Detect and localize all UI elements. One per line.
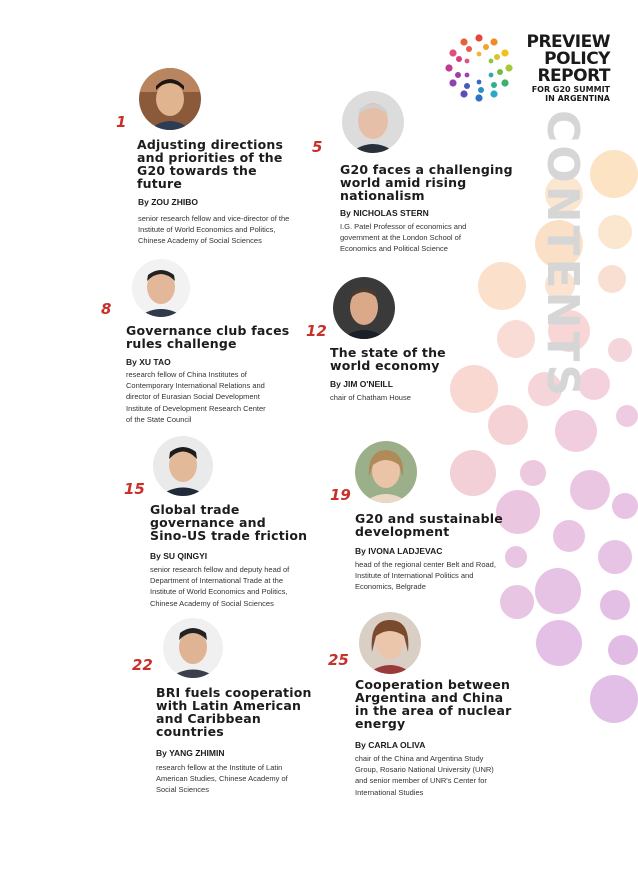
- page-number: 12: [306, 322, 327, 340]
- article-title[interactable]: [156, 686, 312, 738]
- page-number: 1: [116, 113, 127, 131]
- article-title[interactable]: [355, 678, 511, 730]
- article-title[interactable]: [340, 163, 513, 202]
- article-title[interactable]: [126, 324, 289, 350]
- desc-line: chair of the China and Argentina Study: [355, 754, 484, 763]
- title-line: in the area of nuclear: [355, 703, 512, 718]
- article-author: By ZOU ZHIBO: [138, 197, 198, 207]
- title-line: Sino-US trade friction: [150, 528, 308, 543]
- article-author: By JIM O'NEILL: [330, 379, 393, 389]
- desc-line: director of Eurasian Social Development: [126, 392, 260, 402]
- title-line: governance and: [150, 515, 266, 530]
- desc-line: Contemporary International Relations and: [126, 381, 265, 391]
- title-line: Argentina and China: [355, 690, 504, 705]
- page-number: 25: [328, 651, 349, 669]
- report-title: [510, 34, 610, 103]
- report-title-report: REPORT: [537, 66, 610, 86]
- title-line: energy: [355, 716, 406, 731]
- title-line: BRI fuels cooperation: [156, 685, 312, 700]
- desc-line: senior research fellow and vice-director of the: [138, 214, 290, 223]
- title-line: Adjusting directions: [137, 137, 284, 152]
- author-description: [355, 559, 496, 593]
- article-title[interactable]: [355, 512, 503, 538]
- desc-line: Institute of World Economics and Politics,: [138, 225, 276, 235]
- page-number: 5: [312, 138, 323, 156]
- title-line: nationalism: [340, 188, 425, 203]
- title-line: and priorities of the: [137, 150, 283, 165]
- author-photo-su-qingyi: [153, 436, 213, 496]
- article-title[interactable]: [330, 346, 446, 372]
- title-line: future: [137, 176, 183, 191]
- title-line: and Caribbean: [156, 711, 261, 726]
- report-title-preview: PREVIEW: [526, 32, 610, 52]
- title-line: Cooperation between: [355, 677, 511, 692]
- title-line: development: [355, 524, 450, 539]
- title-line: G20 towards the: [137, 163, 257, 178]
- author-photo-zou-zhibo: [139, 68, 201, 130]
- article-author: By IVONA LADJEVAC: [355, 546, 443, 556]
- page-number: 22: [132, 656, 153, 674]
- desc-line: Institute of International Politics and: [355, 571, 474, 581]
- author-description: [156, 762, 288, 796]
- desc-line: Social Sciences: [156, 785, 209, 795]
- author-description: [330, 392, 411, 403]
- article-author: By NICHOLAS STERN: [340, 208, 429, 218]
- title-line: G20 and sustainable: [355, 511, 503, 526]
- author-description: [340, 221, 466, 255]
- article-author: By SU QINGYI: [150, 551, 208, 561]
- desc-line: head of the regional center Belt and Road,: [355, 560, 496, 569]
- desc-line: American Studies, Chinese Academy of: [156, 774, 288, 784]
- desc-line: Economics, Belgrade: [355, 582, 426, 592]
- title-line: The state of the: [330, 345, 446, 360]
- author-photo-carla-oliva: [359, 612, 421, 674]
- desc-line: chair of Chatham House: [330, 393, 411, 402]
- author-photo-nicholas-stern: [342, 91, 404, 153]
- desc-line: research fellow at the Institute of Latin: [156, 763, 283, 772]
- title-line: with Latin American: [156, 698, 302, 713]
- report-subtitle-line2: IN ARGENTINA: [545, 94, 610, 103]
- desc-line: of the State Council: [126, 414, 192, 424]
- author-description: [138, 213, 289, 247]
- desc-line: research fellow of China Institutes of: [126, 370, 247, 379]
- contents-heading: CONTENTS: [537, 110, 588, 400]
- desc-line: Group, Rosario National University (UNR): [355, 765, 494, 775]
- author-description: [355, 753, 494, 798]
- g20-logo-icon: [443, 32, 515, 104]
- article-title[interactable]: [137, 138, 283, 190]
- desc-line: government at the London School of: [340, 233, 461, 243]
- author-description: [126, 369, 266, 425]
- title-line: world amid rising: [340, 175, 467, 190]
- report-subtitle-line1: FOR G20 SUMMIT: [531, 85, 610, 94]
- desc-line: I.G. Patel Professor of economics and: [340, 222, 467, 231]
- desc-line: senior research fellow and deputy head of: [150, 565, 290, 574]
- desc-line: Chinese Academy of Social Sciences: [150, 598, 274, 608]
- report-title-policy: POLICY: [544, 49, 610, 69]
- article-author: By XU TAO: [126, 357, 171, 367]
- author-photo-yang-zhimin: [163, 618, 223, 678]
- author-description: [150, 564, 289, 609]
- desc-line: Department of International Trade at the: [150, 576, 283, 586]
- page-number: 8: [101, 300, 112, 318]
- page-number: 19: [330, 486, 351, 504]
- desc-line: Economics and Political Science: [340, 244, 448, 254]
- title-line: Global trade: [150, 502, 240, 517]
- title-line: world economy: [330, 358, 440, 373]
- title-line: G20 faces a challenging: [340, 162, 513, 177]
- desc-line: Institute of World Economics and Politics,: [150, 587, 288, 597]
- author-photo-xu-tao: [132, 259, 190, 317]
- article-author: By CARLA OLIVA: [355, 740, 426, 750]
- desc-line: International Studies: [355, 787, 424, 797]
- desc-line: and senior member of UNR's Center for: [355, 776, 487, 786]
- author-photo-jim-oneill: [333, 277, 395, 339]
- title-line: Governance club faces: [126, 323, 290, 338]
- title-line: rules challenge: [126, 336, 237, 351]
- article-author: By YANG ZHIMIN: [156, 748, 225, 758]
- article-title[interactable]: [150, 503, 307, 542]
- author-photo-ivona-ladjevac: [355, 441, 417, 503]
- desc-line: Chinese Academy of Social Sciences: [138, 236, 262, 246]
- desc-line: Institute of Development Research Center: [126, 403, 266, 413]
- page-number: 15: [124, 480, 145, 498]
- title-line: countries: [156, 724, 224, 739]
